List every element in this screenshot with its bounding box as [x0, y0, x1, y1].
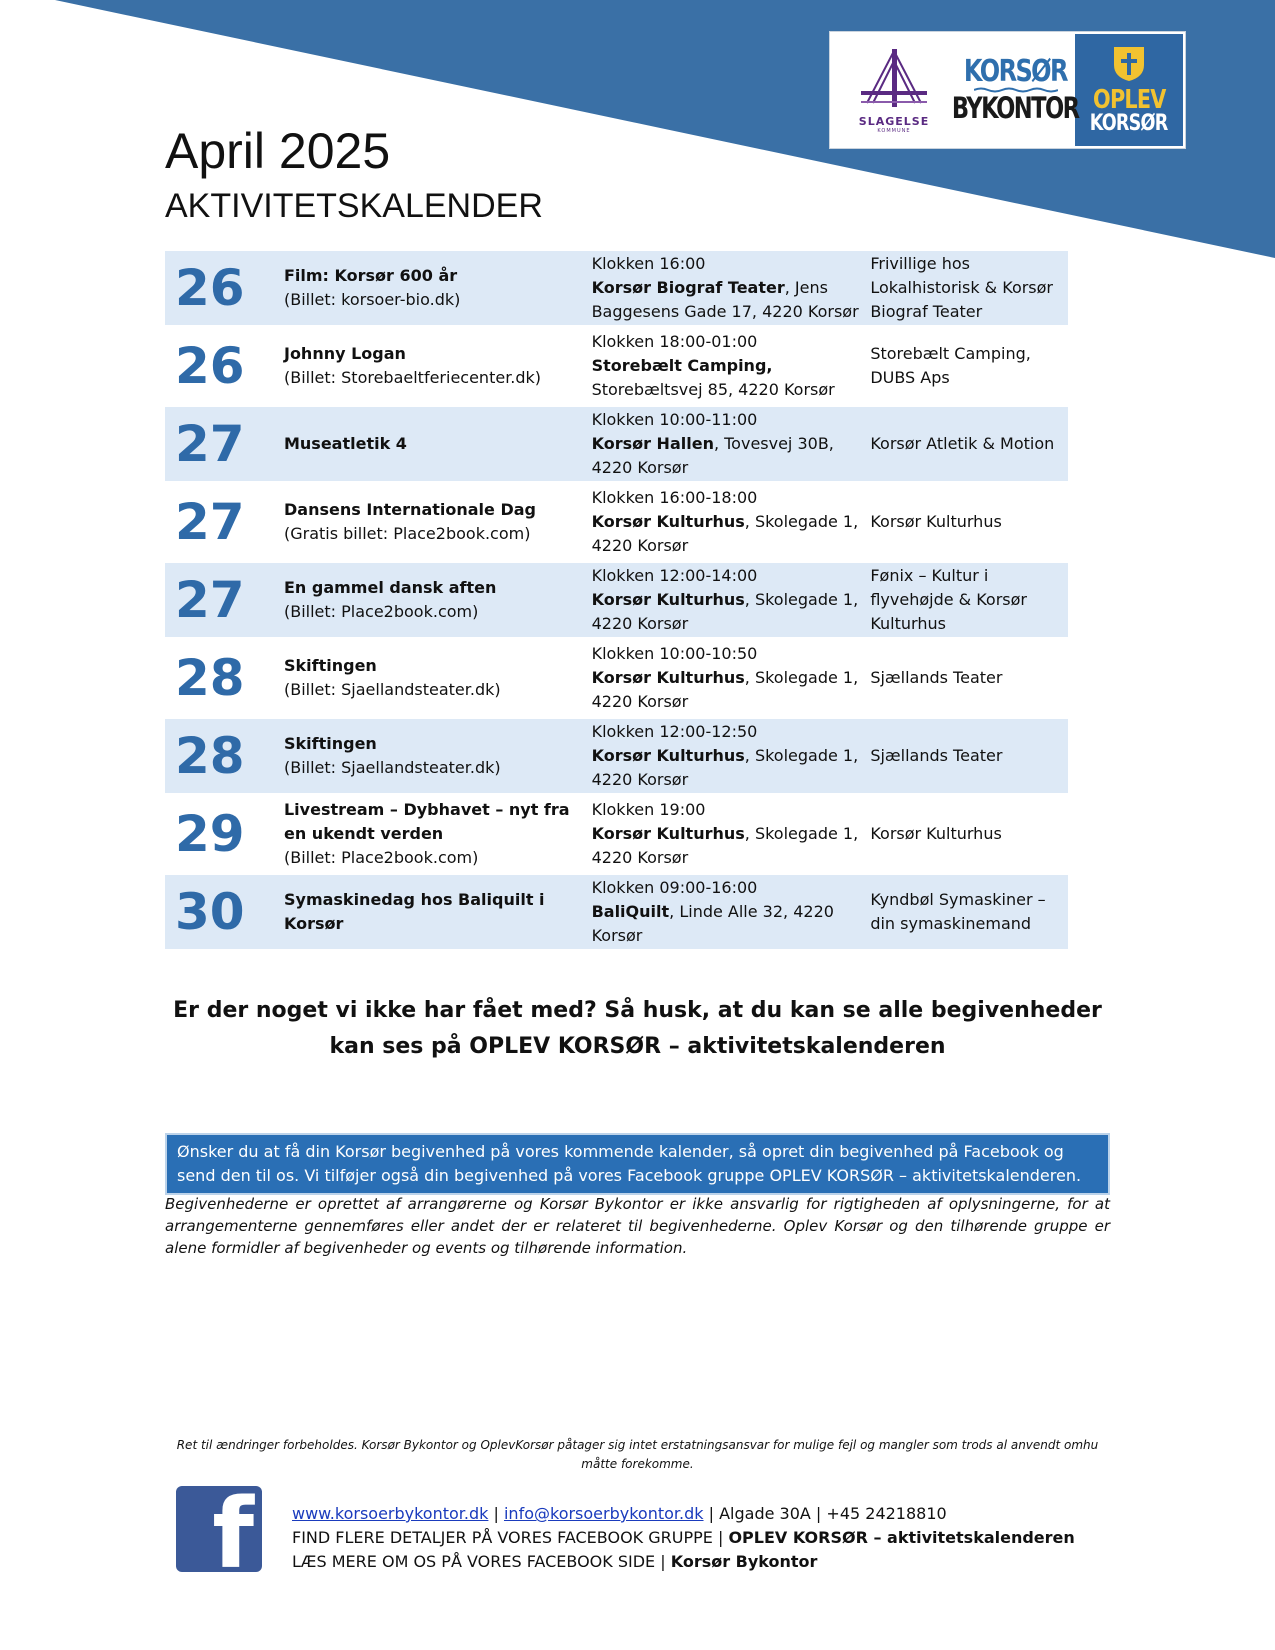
event-time-place [588, 329, 860, 403]
phone: +45 24218810 [826, 1504, 947, 1523]
event-organizer: Storebælt Camping, DUBS Aps [870, 344, 1031, 387]
event-location [592, 432, 860, 480]
event-venue: BaliQuilt [591, 902, 670, 921]
event-day: 26 [165, 251, 272, 325]
event-address: , Linde Alle 32, 4220 Korsør [591, 902, 834, 945]
event-info [272, 797, 588, 871]
event-organizer: Frivillige hos Lokalhistorisk & Korsør Biograf Teater [859, 251, 1068, 325]
submit-event-info: Ønsker du at få din Korsør begivenhed på vores kommende kalender, så opret din begivenhed på Facebook og send den til os. Vi tilføjer også din begivenhed på vores Facebook gruppe OPLEV KORSØR – aktivitetskalenderen. [165, 1133, 1110, 1195]
facebook-icon[interactable]: f [176, 1486, 262, 1572]
event-location [592, 900, 860, 948]
event-row [165, 563, 1068, 637]
event-row [165, 251, 1068, 325]
event-address: , Skolegade 1, 4220 Korsør [591, 668, 859, 711]
event-day: 30 [165, 875, 272, 949]
event-venue: Korsør Biograf Teater [591, 278, 785, 297]
slagelse-logo [830, 32, 958, 148]
event-info [272, 251, 588, 325]
event-organizer: Korsør Kulturhus [870, 512, 1002, 531]
contact-line-2 [292, 1526, 1075, 1550]
separator: | [810, 1504, 827, 1523]
page-subtitle: AKTIVITETSKALENDER [165, 187, 543, 225]
oplev-korsoer-logo [1073, 32, 1185, 148]
event-day: 27 [165, 407, 272, 481]
event-organizer: Korsør Kulturhus [870, 824, 1002, 843]
oplev-line2: KORSØR [1090, 111, 1168, 136]
event-day: 28 [175, 649, 245, 707]
event-row [165, 719, 1068, 793]
bykontor-line2: BYKONTOR [952, 91, 1079, 125]
event-location [592, 822, 860, 870]
event-day: 27 [165, 563, 272, 637]
separator: | [703, 1504, 720, 1523]
event-name: Skiftingen [283, 734, 377, 753]
event-row [165, 641, 1068, 715]
event-info [272, 719, 588, 793]
event-time-place [588, 485, 860, 559]
event-time: Klokken 16:00-18:00 [591, 488, 758, 507]
event-row [165, 485, 1068, 559]
event-row [165, 875, 1068, 949]
event-time-place [588, 563, 860, 637]
bykontor-line1: KORSØR [964, 54, 1067, 89]
event-name: Dansens Internationale Dag [283, 500, 536, 519]
contact-line-1 [292, 1502, 1075, 1526]
event-name: En gammel dansk aften [283, 578, 497, 597]
event-time: Klokken 10:00-11:00 [591, 410, 758, 429]
event-venue: Storebælt Camping, [591, 356, 773, 375]
contact-line-3 [292, 1550, 1075, 1574]
event-time: Klokken 12:00-14:00 [591, 566, 758, 585]
facebook-page-prefix: LÆS MERE OM OS PÅ VORES FACEBOOK SIDE | [292, 1552, 671, 1571]
event-time: Klokken 09:00-16:00 [591, 878, 758, 897]
event-address: , Tovesvej 30B, 4220 Korsør [591, 434, 834, 477]
event-ticket: (Billet: Place2book.com) [283, 848, 479, 867]
event-location [592, 666, 860, 714]
event-venue: Korsør Kulturhus [591, 746, 745, 765]
event-time-place [588, 641, 860, 715]
event-location [592, 510, 860, 558]
event-name: Skiftingen [283, 656, 377, 675]
event-row [165, 329, 1068, 403]
event-info [272, 329, 588, 403]
event-ticket: (Billet: Storebaeltferiecenter.dk) [283, 368, 542, 387]
event-venue: Korsør Kulturhus [591, 512, 745, 531]
event-organizer: Fønix – Kultur i flyvehøjde & Korsør Kulturhus [859, 563, 1068, 637]
slagelse-sub: KOMMUNE [877, 127, 911, 134]
event-info [272, 485, 588, 559]
event-address: , Skolegade 1, 4220 Korsør [591, 590, 859, 633]
event-time-place [588, 875, 860, 949]
event-name: Johnny Logan [283, 344, 406, 363]
event-day: 26 [175, 337, 245, 395]
event-address: , Skolegade 1, 4220 Korsør [591, 746, 859, 789]
address: Algade 30A [719, 1504, 811, 1523]
shield-icon [1112, 45, 1146, 83]
event-venue: Korsør Kulturhus [591, 824, 745, 843]
event-venue: Korsør Hallen [591, 434, 714, 453]
event-name: Film: Korsør 600 år [283, 266, 458, 285]
event-location [592, 276, 860, 324]
partner-logos [829, 31, 1186, 149]
event-time: Klokken 18:00-01:00 [591, 332, 758, 351]
event-venue: Korsør Kulturhus [591, 668, 745, 687]
event-address: , Skolegade 1, 4220 Korsør [591, 512, 859, 555]
event-day: 29 [175, 805, 245, 863]
event-address: , Skolegade 1, 4220 Korsør [591, 824, 859, 867]
event-organizer: Korsør Atletik & Motion [859, 407, 1068, 481]
footer-note: Ret til ændringer forbeholdes. Korsør Bykontor og OplevKorsør påtager sig intet erstatningsansvar for mulige fejl og mangler som trods al anvendt omhu måtte forekomme. [176, 1438, 1099, 1471]
events-table [165, 247, 1068, 953]
event-info [272, 641, 588, 715]
event-name: Symaskinedag hos Baliquilt i Korsør [283, 890, 545, 933]
separator: | [488, 1504, 504, 1523]
korsoer-bykontor-logo [952, 32, 1079, 148]
event-name: Livestream – Dybhavet – nyt fra en ukendt verden [283, 800, 570, 843]
event-ticket: (Billet: Sjaellandsteater.dk) [283, 758, 501, 777]
event-ticket: (Billet: korsoer-bio.dk) [283, 290, 461, 309]
event-time: Klokken 16:00 [591, 254, 706, 273]
contact-block [292, 1502, 1075, 1574]
event-day: 27 [175, 493, 245, 551]
event-time: Klokken 12:00-12:50 [591, 722, 758, 741]
event-row [165, 797, 1068, 871]
event-time-place [588, 407, 860, 481]
event-location [592, 744, 860, 792]
event-organizer: Kyndbøl Symaskiner – din symaskinemand [859, 875, 1068, 949]
event-venue: Korsør Kulturhus [591, 590, 745, 609]
event-ticket: (Billet: Sjaellandsteater.dk) [283, 680, 501, 699]
event-time-place [588, 719, 860, 793]
event-address: , Jens Baggesens Gade 17, 4220 Korsør [591, 278, 859, 321]
bridge-icon [859, 47, 929, 111]
event-organizer: Sjællands Teater [870, 668, 1003, 687]
event-time-place [588, 251, 860, 325]
event-info [272, 875, 588, 949]
event-info [272, 407, 588, 481]
event-info [272, 563, 588, 637]
oplev-line1: OPLEV [1092, 85, 1166, 115]
event-address: Storebæltsvej 85, 4220 Korsør [591, 380, 835, 399]
email-link[interactable]: info@korsoerbykontor.dk [503, 1504, 704, 1523]
disclaimer: Begivenhederne er oprettet af arrangørerne og Korsør Bykontor er ikke ansvarlig for rigtigheden af oplysningerne, for at arrangementerne gennemføres eller andet der er relateret til begivenhederne. Oplev Korsør og den tilhørende gruppe er alene formidler af begivenheder og events og tilhørende information. [165, 1195, 1110, 1257]
facebook-group-name: OPLEV KORSØR – aktivitetskalenderen [728, 1528, 1075, 1547]
slagelse-name: SLAGELSE [858, 114, 930, 128]
event-organizer: Sjællands Teater [859, 719, 1068, 793]
event-time: Klokken 10:00-10:50 [591, 644, 758, 663]
event-ticket: (Billet: Place2book.com) [283, 602, 479, 621]
event-name: Museatletik 4 [283, 434, 407, 453]
event-time-place [588, 797, 860, 871]
event-day: 28 [165, 719, 272, 793]
reminder-text: Er der noget vi ikke har fået med? Så husk, at du kan se alle begivenheder kan ses på OPLEV KORSØR – aktivitetskalenderen [173, 998, 1102, 1059]
event-row [165, 407, 1068, 481]
event-time: Klokken 19:00 [591, 800, 706, 819]
page-title: April 2025 [165, 123, 391, 179]
facebook-page-name: Korsør Bykontor [670, 1552, 818, 1571]
event-ticket: (Gratis billet: Place2book.com) [283, 524, 531, 543]
event-location [592, 354, 860, 402]
facebook-group-prefix: FIND FLERE DETALJER PÅ VORES FACEBOOK GRUPPE | [292, 1528, 729, 1547]
website-link[interactable]: www.korsoerbykontor.dk [292, 1504, 489, 1523]
event-location [592, 588, 860, 636]
